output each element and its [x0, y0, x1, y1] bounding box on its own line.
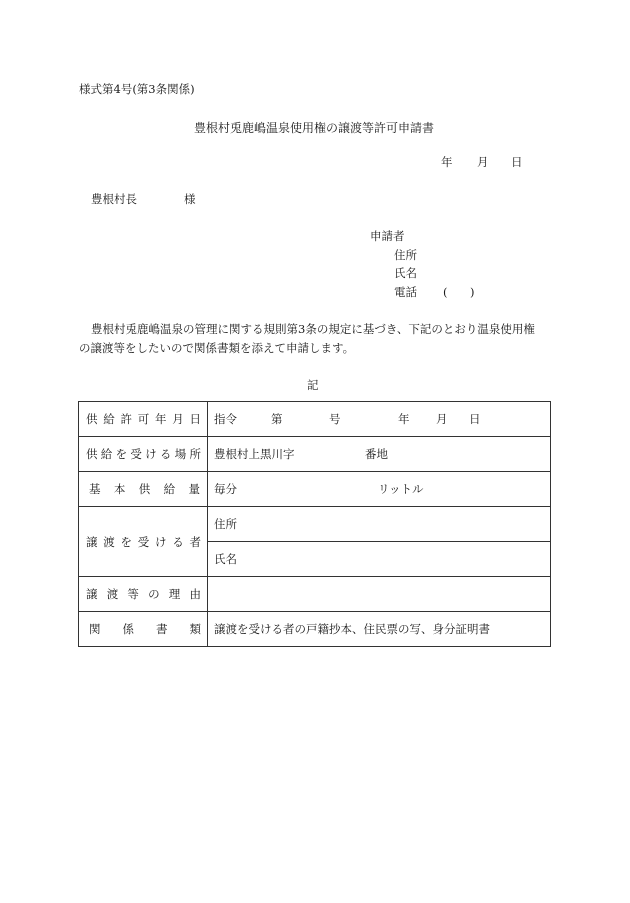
table-row — [79, 507, 551, 542]
date-year: 年 — [441, 155, 453, 169]
row-label-cell — [79, 577, 208, 612]
table-row — [79, 402, 551, 437]
addressee: 豊根村長 — [91, 192, 137, 206]
applicant-name-label: 氏名 — [394, 266, 417, 280]
related-documents-cell — [208, 612, 551, 647]
related-documents-label: 関係書類 — [89, 622, 201, 636]
transfer-reason-cell[interactable] — [208, 577, 551, 612]
table-row — [79, 612, 551, 647]
transferee-name-label: 氏名 — [214, 552, 237, 566]
date-day: 日 — [511, 155, 523, 169]
number-go-label: 号 — [329, 412, 341, 426]
liter-label: リットル — [378, 482, 424, 496]
body-text-line2: の譲渡等をしたいので関係書類を添えて申請します。 — [79, 341, 355, 355]
date-month: 月 — [477, 155, 489, 169]
applicant-heading: 申請者 — [370, 229, 405, 243]
permit-day-label: 日 — [469, 412, 481, 426]
row-label-cell — [79, 507, 208, 577]
phone-paren-close: ) — [470, 285, 475, 299]
body-text-line1: 豊根村兎鹿嶋温泉の管理に関する規則第3条の規定に基づき、下記のとおり温泉使用権 — [91, 322, 535, 336]
application-table — [78, 401, 551, 647]
table-row — [79, 472, 551, 507]
supply-permit-date-label: 供給許可年月日 — [86, 412, 201, 426]
supply-location-cell[interactable] — [208, 437, 551, 472]
document-title: 豊根村兎鹿嶋温泉使用権の譲渡等許可申請書 — [194, 121, 435, 135]
transferee-name-cell[interactable] — [208, 542, 551, 577]
phone-paren-open: ( — [443, 285, 448, 299]
applicant-address-label: 住所 — [394, 248, 417, 262]
addressee-honorific: 様 — [184, 192, 196, 206]
table-row — [79, 437, 551, 472]
transferee-address-cell[interactable] — [208, 507, 551, 542]
permit-year-label: 年 — [398, 412, 410, 426]
banchi-label: 番地 — [365, 447, 388, 461]
directive-label: 指令 — [214, 412, 237, 426]
per-minute-label: 毎分 — [214, 482, 237, 496]
row-label-cell — [79, 612, 208, 647]
supply-location-label: 供給を受ける場所 — [86, 447, 201, 461]
related-documents-value: 譲渡を受ける者の戸籍抄本、住民票の写、身分証明書 — [214, 622, 490, 636]
row-label-cell — [79, 472, 208, 507]
number-dai-label: 第 — [271, 412, 283, 426]
transferee-label: 譲渡を受ける者 — [86, 534, 201, 549]
ki-heading: 記 — [307, 378, 319, 392]
location-prefix: 豊根村上黒川字 — [214, 447, 295, 461]
transferee-address-label: 住所 — [214, 517, 237, 531]
permit-month-label: 月 — [436, 412, 448, 426]
basic-supply-amount-label: 基本供給量 — [89, 482, 200, 496]
basic-supply-amount-cell[interactable] — [208, 472, 551, 507]
applicant-phone-label: 電話 — [394, 285, 417, 299]
table-row — [79, 577, 551, 612]
row-label-cell — [79, 402, 208, 437]
transfer-reason-label: 譲渡等の理由 — [86, 587, 201, 601]
supply-permit-date-cell[interactable] — [208, 402, 551, 437]
row-label-cell — [79, 437, 208, 472]
form-number: 様式第4号(第3条関係) — [79, 82, 195, 96]
